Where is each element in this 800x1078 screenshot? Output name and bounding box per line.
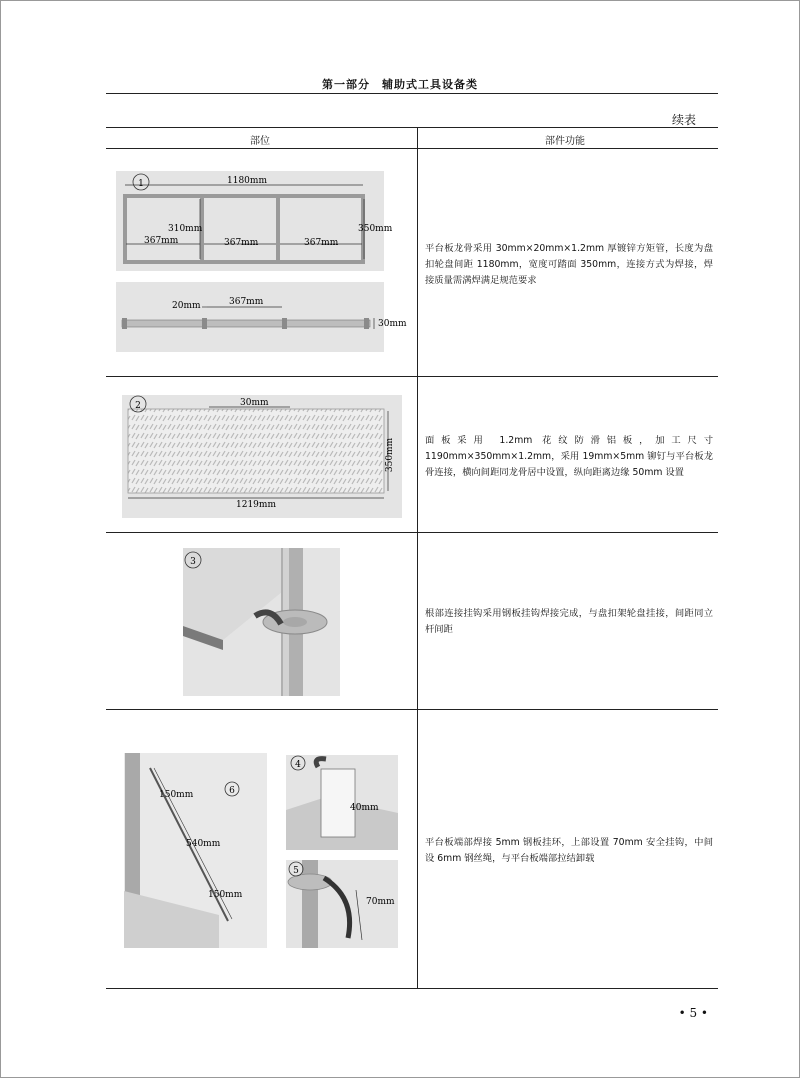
figure-number: 5 [293, 866, 299, 876]
table-header-rule [106, 148, 718, 149]
dim-350: 350mm [358, 224, 393, 234]
dim-150-top: 150mm [159, 790, 194, 800]
page-number: • 5 • [678, 1006, 708, 1020]
row-description: 平台板龙骨采用 30mm×20mm×1.2mm 厚镀锌方矩管，长度为盘扣轮盘间距 1180mm，宽度可踏面 350mm，连接方式为焊接，焊接质量需满焊满足规范要求 [425, 243, 713, 286]
safety-hook-figure [286, 860, 398, 948]
dim-310: 310mm [168, 224, 203, 234]
figure-number: 6 [229, 786, 235, 796]
dim-20: 20mm [172, 301, 201, 311]
row-description: 面板采用 1.2mm 花纹防滑铝板，加工尺寸 1190mm×350mm×1.2mm，采用 19mm×5mm 铆钉与平台板龙骨连接，横向间距同龙骨居中设置，纵向距离边缘 50mm 设置 [425, 435, 713, 478]
dim-367: 367mm [304, 238, 339, 248]
anti-slip-panel-figure [122, 395, 402, 518]
dim-40: 40mm [350, 803, 379, 813]
column-header-position: 部位 [250, 136, 270, 147]
figure-number: 3 [190, 557, 196, 567]
figure-number: 1 [138, 179, 144, 189]
dim-30: 30mm [240, 398, 269, 408]
root-hook-figure [183, 548, 340, 696]
row-divider [106, 709, 718, 710]
dim-540: 540mm [186, 839, 221, 849]
dim-1219: 1219mm [236, 500, 276, 510]
dim-1180: 1180mm [227, 176, 267, 186]
dim-367: 367mm [229, 297, 264, 307]
dim-367: 367mm [144, 236, 179, 246]
dim-70: 70mm [366, 897, 395, 907]
row-divider [106, 376, 718, 377]
figure-number: 2 [135, 401, 141, 411]
dim-367: 367mm [224, 238, 259, 248]
figure-number: 4 [295, 760, 301, 770]
continued-label: 续表 [671, 113, 696, 127]
table-top-rule [106, 127, 718, 128]
hanging-ring-figure [286, 755, 398, 850]
dim-30: 30mm [378, 319, 407, 329]
row-divider [106, 532, 718, 533]
row-description: 根部连接挂钩采用钢板挂钩焊接完成，与盘扣架轮盘挂接，间距同立杆间距 [425, 608, 713, 635]
table-bottom-rule [106, 988, 718, 989]
wire-rope-figure [124, 753, 267, 948]
row-description: 平台板端部焊接 5mm 钢板挂环，上部设置 70mm 安全挂钩，中间设 6mm 钢丝绳，与平台板端部拉结卸载 [425, 837, 713, 864]
dim-350: 350mm [385, 437, 395, 473]
header-rule [106, 93, 718, 94]
frame-top-view-figure [116, 171, 393, 271]
running-header: 第一部分 辅助式工具设备类 [322, 78, 478, 91]
dim-150-bottom: 150mm [208, 890, 243, 900]
column-divider [417, 128, 418, 988]
column-header-function: 部件功能 [545, 136, 585, 147]
frame-side-view-figure [116, 282, 407, 352]
